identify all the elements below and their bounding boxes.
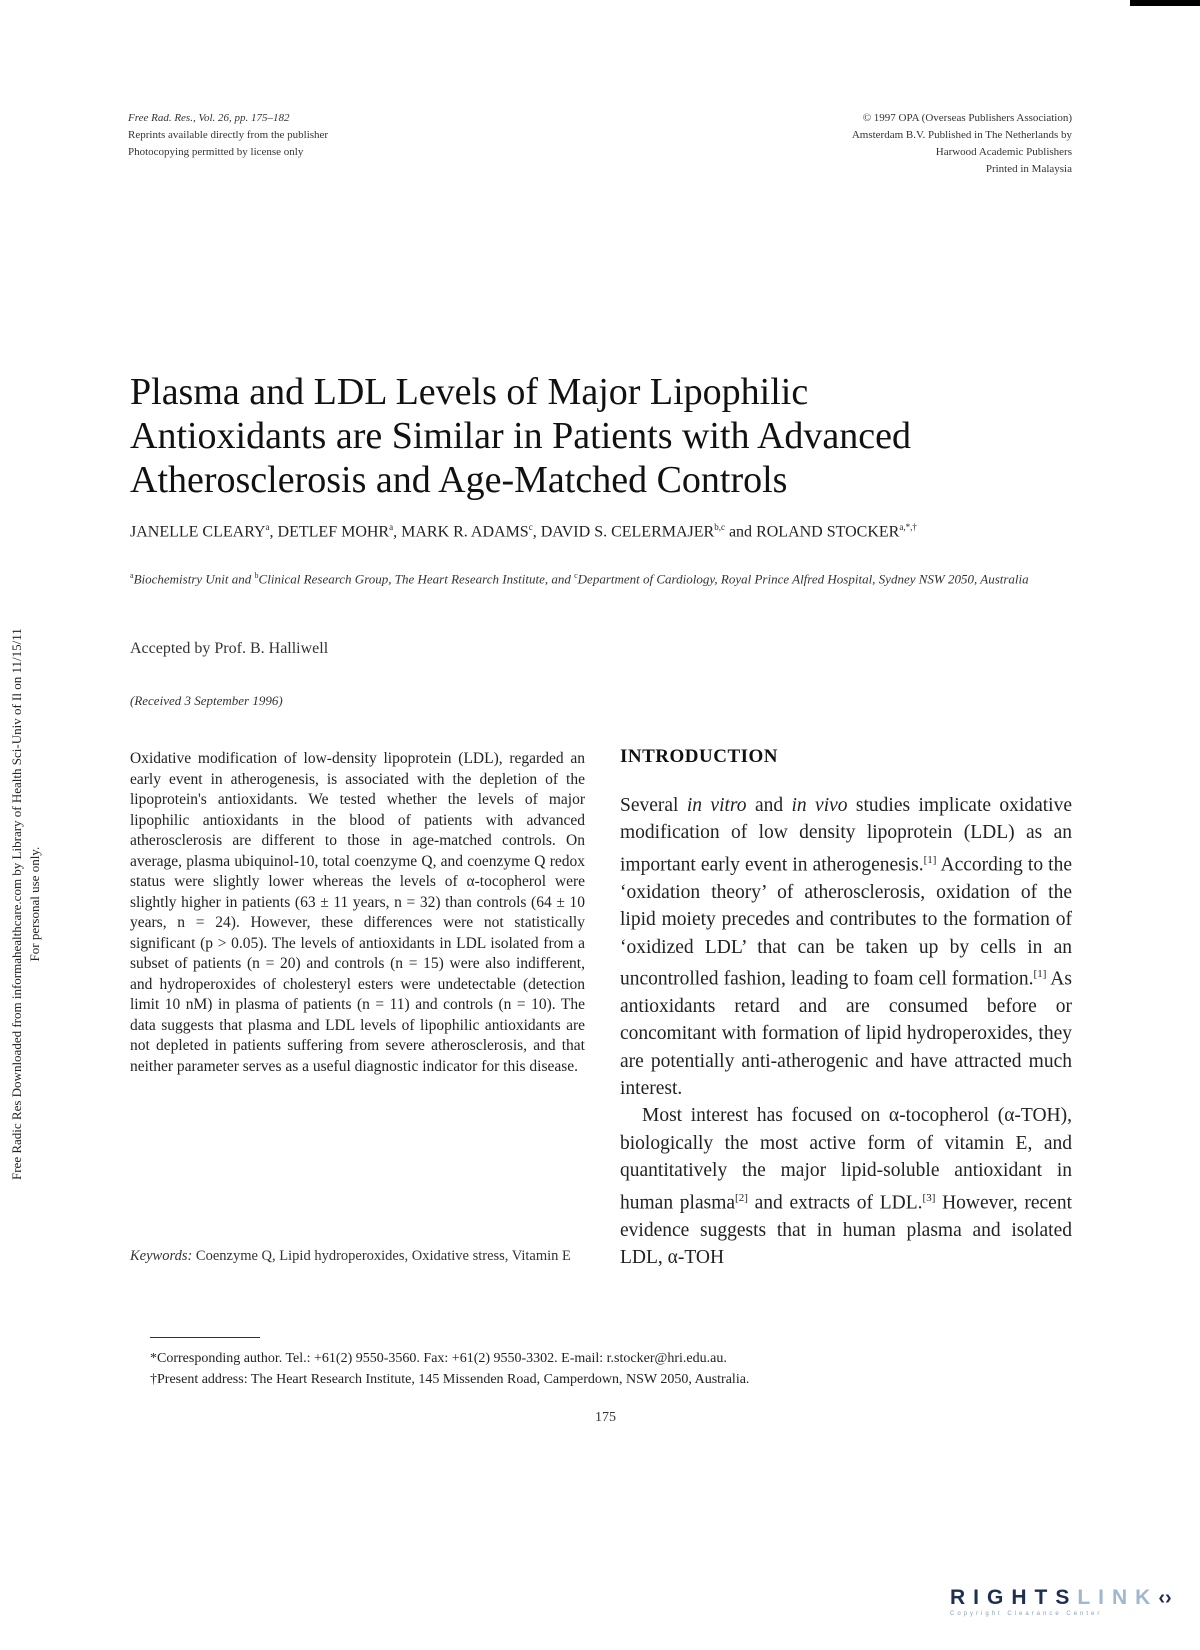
rightslink-subtitle: Copyright Clearance Center [950, 1611, 1103, 1617]
affil-text: Department of Cardiology, Royal Prince Alfred Hospital, Sydney NSW 2050, Australia [577, 571, 1029, 587]
rightslink-icon: ‹› [1158, 1587, 1172, 1609]
author-name: ROLAND STOCKER [756, 523, 900, 541]
affiliations [130, 566, 1080, 588]
author-name: DAVID S. CELERMAJER [540, 523, 715, 541]
author-affil-mark: b,c [714, 522, 725, 532]
affil-mark: a [130, 571, 134, 580]
publisher-line: Amsterdam B.V. Published in The Netherlands by [851, 129, 1072, 141]
title-line: Antioxidants are Similar in Patients with Advanced [130, 415, 911, 457]
introduction-body [620, 792, 1072, 1271]
intro-text: According to the ‘oxidation theory’ of atherosclerosis, oxidation of the lipid moiety precedes and contributes to the formation of ‘oxidized LDL’ that can be taken up by cells in an uncontrolled fashion, leading to foam cell formation. [620, 854, 1072, 990]
keywords [130, 1246, 585, 1266]
author-name: MARK R. ADAMS [401, 523, 529, 541]
journal-header-right [852, 110, 1072, 178]
citation-ref: [2] [735, 1191, 748, 1204]
copyright-line: © 1997 OPA (Overseas Publishers Association) [862, 112, 1072, 124]
rightslink-logo [950, 1586, 1172, 1617]
section-heading-introduction: INTRODUCTION [620, 746, 779, 767]
paper-title [130, 370, 1090, 502]
citation-ref: [3] [922, 1191, 936, 1204]
corner-mark [1130, 0, 1200, 6]
author-separator: , [532, 523, 541, 541]
footnote-corresponding: *Corresponding author. Tel.: +61(2) 9550-3560. Fax: +61(2) 9550-3302. E-mail: r.stocker@hri.edu.au. [150, 1351, 727, 1366]
rightslink-text-light: LINK [1077, 1586, 1159, 1609]
author-affil-mark: c [528, 522, 533, 532]
footnote-present-address: †Present address: The Heart Research Institute, 145 Missenden Road, Camperdown, NSW 2050, Australia. [150, 1372, 750, 1387]
author-affil-mark: a [389, 522, 394, 532]
journal-header-left [128, 110, 328, 161]
intro-text: However, recent evidence suggests that in human plasma and isolated LDL, α-TOH [620, 1192, 1072, 1268]
intro-italic: in vivo [791, 795, 848, 816]
author-name: JANELLE CLEARY [130, 523, 266, 541]
affil-mark: b [254, 571, 259, 580]
printed-line: Printed in Malaysia [985, 163, 1072, 175]
photocopy-note: Photocopying permitted by license only [128, 146, 304, 158]
abstract: Oxidative modification of low-density lipoprotein (LDL), regarded an early event in atherogenesis, is associated with the depletion of the lipoprotein's antioxidants. We tested whether the levels of major lipophilic antioxidants in the blood of patients with advanced atherosclerosis are different to those in age-matched controls. On average, plasma ubiquinol-10, total coenzyme Q, and coenzyme Q redox status were slightly lower whereas the levels of α-tocopherol were slightly higher in patients (63 ± 11 years, n = 32) than controls (64 ± 10 years, n = 24). However, these differences were not statistically significant (p > 0.05). The levels of antioxidants in LDL isolated from a subset of patients (n = 20) and controls (n = 15) were also indifferent, and hydroperoxides of cholesteryl esters were undetectable (detection limit 10 nM) in plasma of patients (n = 11) and controls (n = 10). The data suggests that plasma and LDL levels of lipophilic antioxidants are not depleted in patients suffering from severe atherosclerosis, and that neither parameter serves as a useful diagnostic indicator for this disease. [130, 750, 585, 1075]
intro-text: Several [620, 795, 687, 816]
intro-text: and [746, 795, 792, 816]
author-separator: , [269, 523, 278, 541]
citation-ref: [1] [1033, 967, 1047, 980]
intro-italic: in vitro [686, 795, 747, 816]
download-watermark [8, 628, 44, 1180]
author-separator: and [724, 523, 757, 541]
title-line: Plasma and LDL Levels of Major Lipophilic [130, 371, 809, 413]
journal-citation: Free Rad. Res., Vol. 26, pp. 175–182 [128, 112, 290, 124]
title-line: Atherosclerosis and Age-Matched Controls [130, 459, 788, 501]
download-watermark-line1: Free Radic Res Downloaded from informahealthcare.com by Library of Health Sci-Univ of Il on 11/15/11 [9, 628, 24, 1180]
author-affil-mark: a [265, 522, 270, 532]
intro-text: As antioxidants retard and are consumed before or concomitant with formation of lipid hydroperoxides, they are potentially anti-atherogenic and have attracted much interest. [620, 968, 1072, 1100]
page-number: 175 [595, 1410, 616, 1425]
received-date: (Received 3 September 1996) [130, 693, 283, 708]
author-affil-mark: a,*,† [899, 522, 917, 532]
intro-text: Most interest has focused on α-tocopherol (α-TOH), biologically the most active form of vitamin E, and quantitatively the major lipid-soluble antioxidant in human plasma [620, 1105, 1072, 1214]
keywords-label: Keywords: [130, 1248, 193, 1264]
reprint-note: Reprints available directly from the publisher [128, 129, 329, 141]
keywords-text: Coenzyme Q, Lipid hydroperoxides, Oxidative stress, Vitamin E [192, 1248, 571, 1264]
author-name: DETLEF MOHR [277, 523, 390, 541]
footnote-divider [150, 1337, 260, 1338]
accepted-by: Accepted by Prof. B. Halliwell [130, 640, 329, 657]
affil-text: Clinical Research Group, The Heart Research Institute, and [258, 571, 575, 587]
intro-paragraph [620, 1102, 1072, 1271]
author-list [130, 522, 917, 541]
affil-text: Biochemistry Unit and [133, 571, 255, 587]
affil-mark: c [574, 571, 578, 580]
citation-ref: [1] [923, 853, 937, 866]
intro-text: and extracts of LDL. [747, 1192, 923, 1214]
author-separator: , [393, 523, 402, 541]
intro-text: studies implicate oxidative modification of low density lipoprotein (LDL) as an important early event in atherogenesis. [620, 795, 1072, 876]
intro-paragraph [620, 792, 1072, 1102]
rightslink-text-dark: RIGHTS [950, 1586, 1078, 1609]
publisher-name: Harwood Academic Publishers [935, 146, 1072, 158]
download-watermark-line2: For personal use only. [27, 846, 42, 962]
footnotes [150, 1348, 749, 1390]
